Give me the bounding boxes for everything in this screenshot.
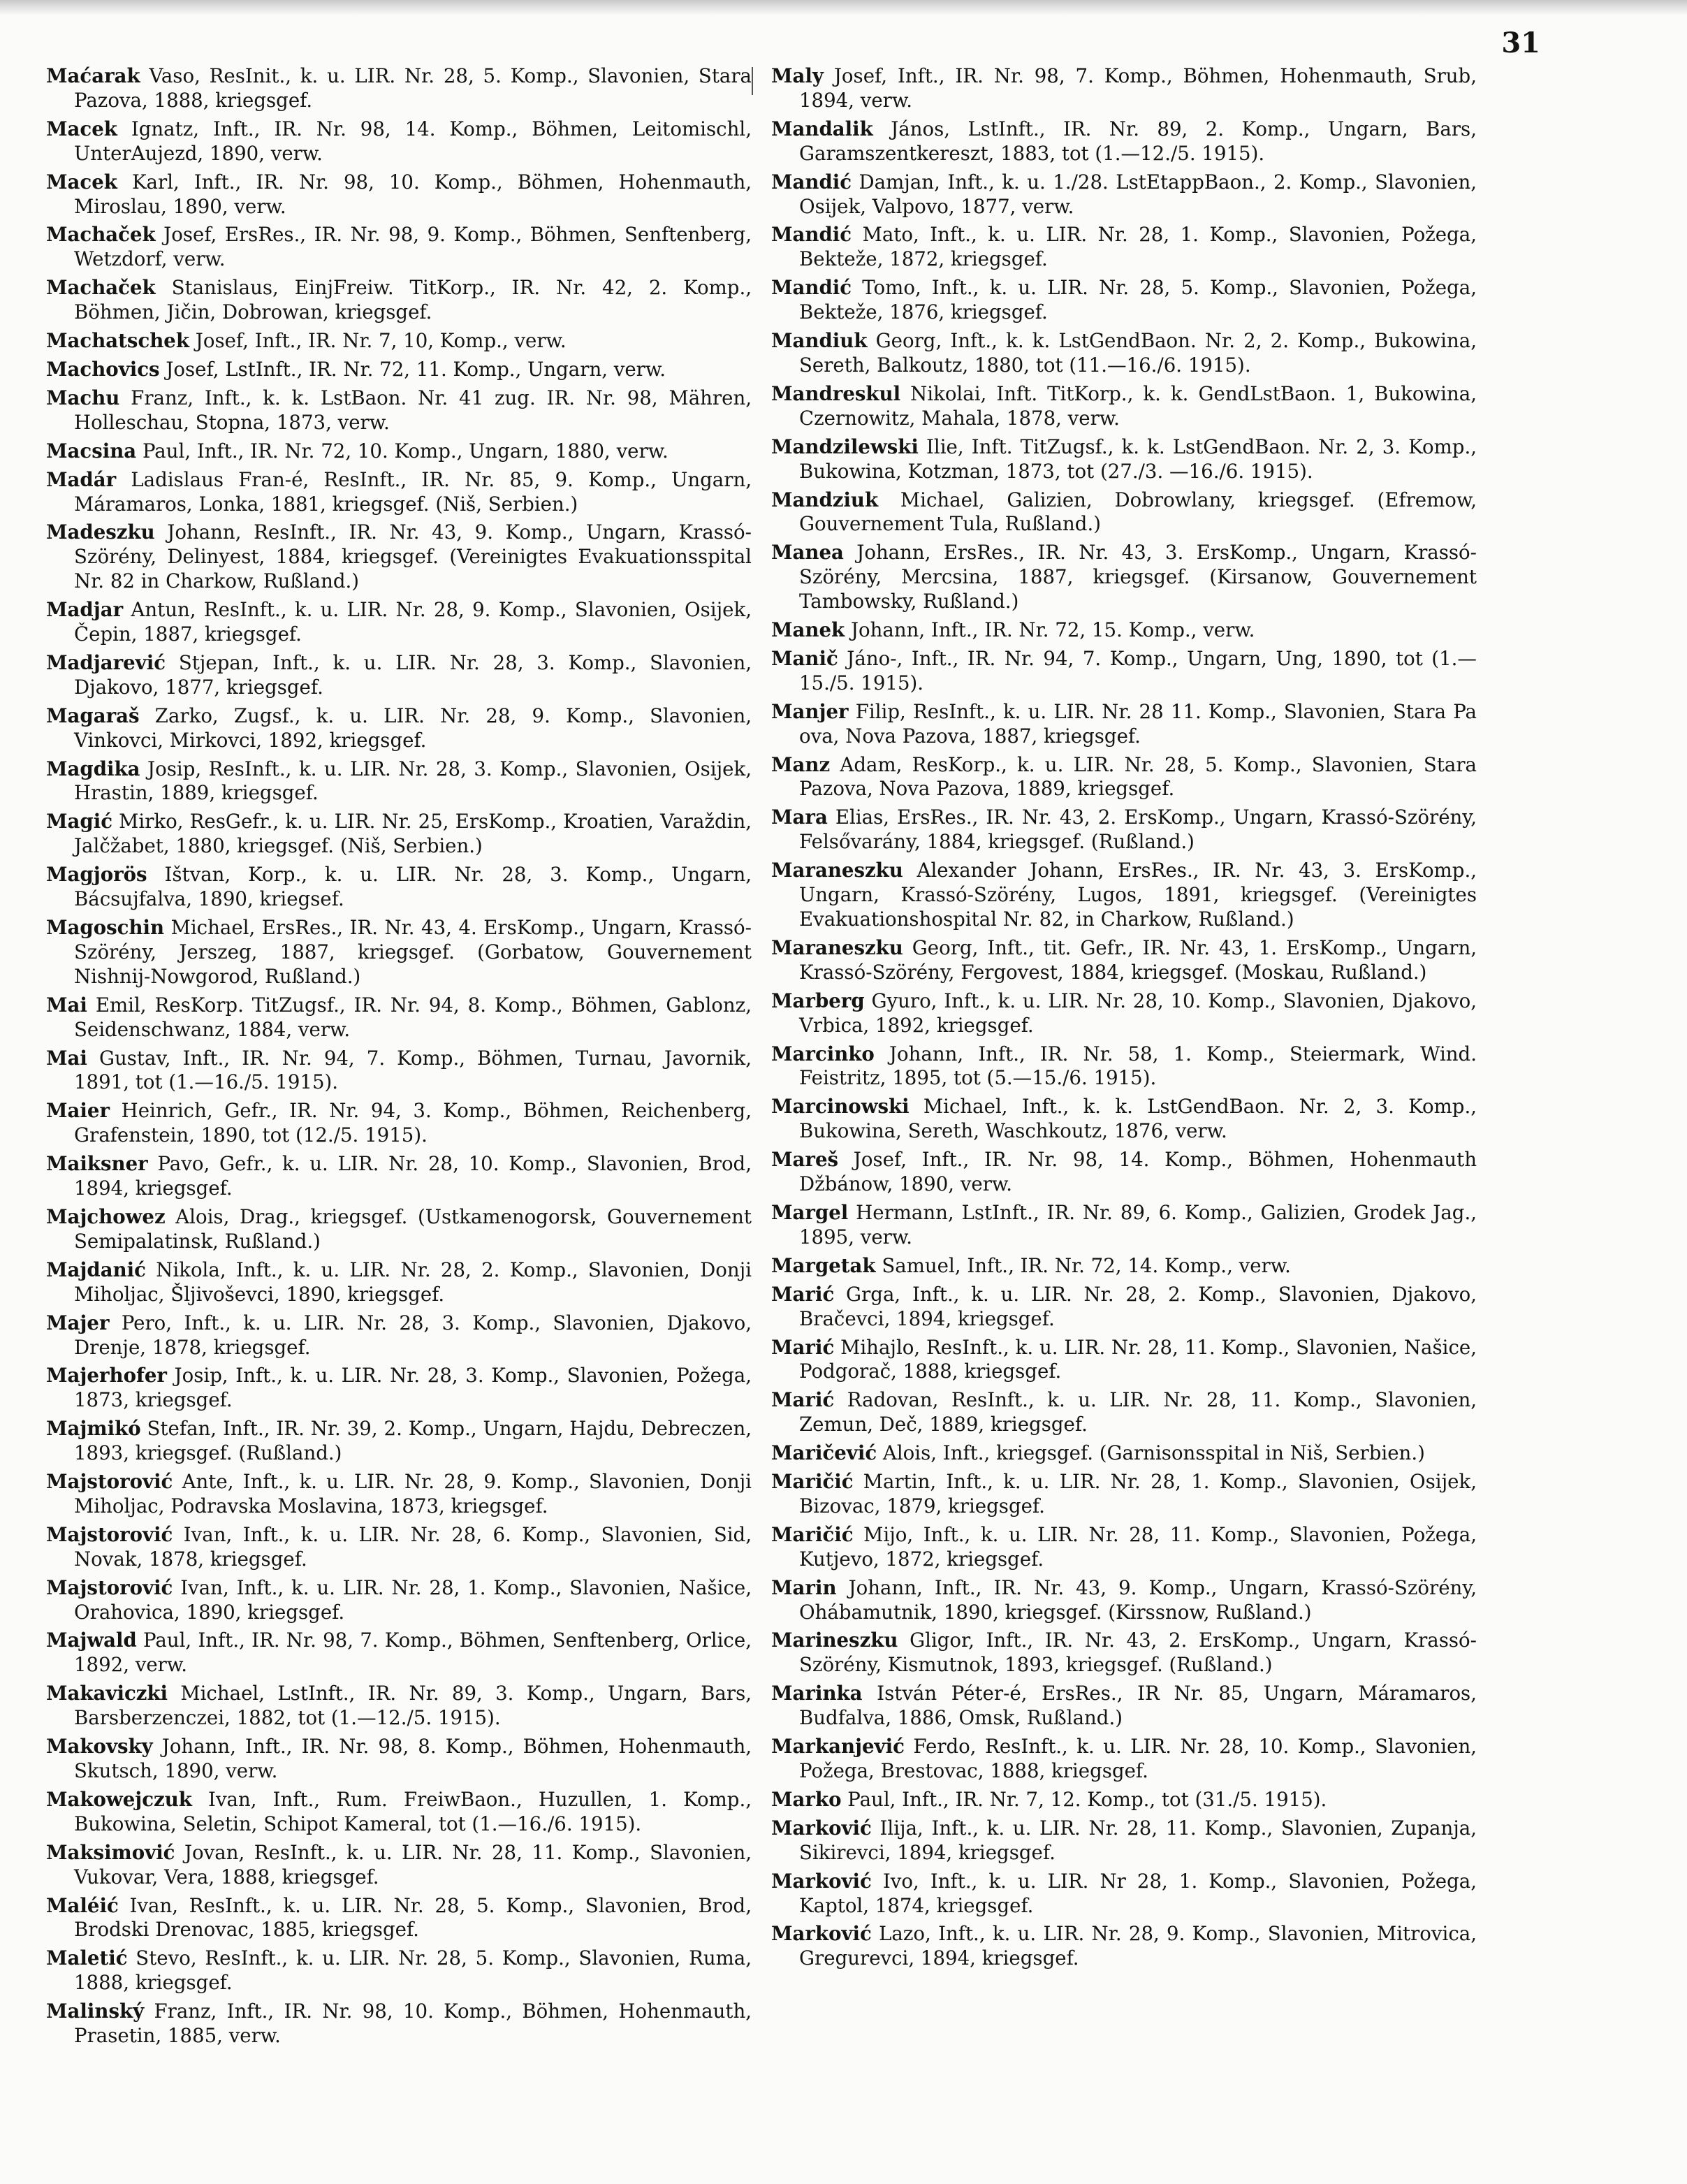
entry-surname: Manz <box>771 752 831 776</box>
entry-surname: Manea <box>771 541 844 565</box>
entry-details: Samuel, Inft., IR. Nr. 72, 14. Komp., verw. <box>875 1253 1291 1277</box>
entry-surname: Magić <box>46 810 113 833</box>
entry-surname: Manič <box>771 646 838 670</box>
entry-surname: Marineszku <box>771 1629 898 1652</box>
casualty-entry <box>46 757 752 806</box>
entry-surname: Mai <box>46 1046 87 1070</box>
entry-details: Nikola, Inft., k. u. LIR. Nr. 28, 2. Komp., Slavonien, Donji Miholjac, Šljivoševci, 1890, kriegsgef. <box>74 1258 752 1306</box>
page-number: 31 <box>1501 27 1540 59</box>
casualty-entry <box>771 1788 1477 1812</box>
entry-surname: Magjorös <box>46 863 147 887</box>
entry-details: Josip, Inft., k. u. LIR. Nr. 28, 3. Komp., Slavonien, Požega, 1873, kriegsgef. <box>74 1364 752 1412</box>
column-divider <box>752 67 753 95</box>
entry-surname: Maričević <box>771 1441 877 1465</box>
entry-details: Emil, ResKorp. TitZugsf., IR. Nr. 94, 8. Komp., Böhmen, Gablonz, Seidenschwanz, 1884, verw. <box>74 993 752 1041</box>
entry-surname: Makaviczki <box>46 1682 168 1705</box>
entry-details: Pavo, Gefr., k. u. LIR. Nr. 28, 10. Komp., Slavonien, Brod, 1894, kriegsgef. <box>74 1152 752 1200</box>
entry-details: Josef, LstInft., IR. Nr. 72, 11. Komp., Ungarn, verw. <box>159 357 666 381</box>
casualty-entry <box>771 1336 1477 1385</box>
entry-details: Jáno-, Inft., IR. Nr. 94, 7. Komp., Ungarn, Ung, 1890, tot (1.—15./5. 1915). <box>799 646 1477 694</box>
casualty-entry <box>46 1946 752 1995</box>
entry-surname: Madeszku <box>46 520 155 544</box>
entry-surname: Marić <box>771 1282 835 1306</box>
casualty-entry <box>771 1254 1477 1279</box>
casualty-entry <box>771 989 1477 1038</box>
casualty-entry <box>771 1817 1477 1865</box>
casualty-entry <box>46 1311 752 1360</box>
entry-details: Johann, Inft., IR. Nr. 43, 9. Komp., Ungarn, Krassó-Szörény, Ohábamutnik, 1890, kriegsgef. (Kirssnow, Rußland.) <box>799 1575 1477 1624</box>
entry-surname: Madár <box>46 467 117 491</box>
entry-surname: Marko <box>771 1787 842 1811</box>
casualty-entry <box>771 1735 1477 1784</box>
entry-details: Ivo, Inft., k. u. LIR. Nr 28, 1. Komp., Slavonien, Požega, Kaptol, 1874, kriegsgef. <box>799 1869 1477 1917</box>
entry-surname: Markanjević <box>771 1735 905 1759</box>
casualty-entry <box>771 1523 1477 1572</box>
entry-surname: Marin <box>771 1575 837 1599</box>
entry-details: Josip, ResInft., k. u. LIR. Nr. 28, 3. Komp., Slavonien, Osijek, Hrastin, 1889, kriegsgef. <box>74 757 752 805</box>
entry-surname: Marković <box>771 1869 872 1893</box>
entry-details: Michael, LstInft., IR. Nr. 89, 3. Komp., Ungarn, Bars, Barsberzenczei, 1882, tot (1.—12./5. 1915). <box>74 1682 752 1730</box>
casualty-entry <box>46 439 752 464</box>
entry-surname: Maričić <box>771 1522 854 1546</box>
entry-surname: Marinka <box>771 1682 863 1705</box>
entry-surname: Mandić <box>771 170 852 194</box>
entry-details: Tomo, Inft., k. u. LIR. Nr. 28, 5. Komp., Slavonien, Požega, Bekteže, 1876, kriegsgef. <box>799 276 1477 324</box>
casualty-entry <box>771 276 1477 325</box>
entry-details: Gustav, Inft., IR. Nr. 94, 7. Komp., Böhmen, Turnau, Javornik, 1891, tot (1.—16./5. 1915). <box>74 1046 752 1094</box>
casualty-entry <box>46 1470 752 1519</box>
casualty-entry <box>771 1148 1477 1197</box>
entry-details: Paul, Inft., IR. Nr. 7, 12. Komp., tot (31./5. 1915). <box>841 1787 1327 1811</box>
entry-details: Adam, ResKorp., k. u. LIR. Nr. 28, 5. Komp., Slavonien, Stara Pazova, Nova Pazova, 1889, kriegsgef. <box>799 752 1477 801</box>
casualty-entry <box>771 1388 1477 1437</box>
entry-details: Alois, Inft., kriegsgef. (Garnisonsspital in Niš, Serbien.) <box>877 1441 1425 1465</box>
entry-surname: Margel <box>771 1200 849 1224</box>
casualty-entry <box>46 170 752 219</box>
casualty-entry <box>46 1629 752 1677</box>
casualty-entry <box>771 1576 1477 1625</box>
casualty-entry <box>771 382 1477 431</box>
entry-surname: Manjer <box>771 699 849 723</box>
entry-details: Johann, Inft., IR. Nr. 72, 15. Komp., verw. <box>845 618 1255 642</box>
entry-surname: Majwald <box>46 1629 137 1652</box>
entry-surname: Makovsky <box>46 1735 153 1759</box>
entry-surname: Machatschek <box>46 329 189 353</box>
entry-details: Stevo, ResInft., k. u. LIR. Nr. 28, 5. Komp., Slavonien, Ruma, 1888, kriegsgef. <box>74 1946 752 1995</box>
entry-details: Ivan, ResInft., k. u. LIR. Nr. 28, 5. Komp., Slavonien, Brod, Brodski Drenovac, 1885, kriegsgef. <box>74 1893 752 1942</box>
entry-surname: Macek <box>46 117 117 140</box>
entry-surname: Majer <box>46 1311 110 1334</box>
entry-details: Gligor, Inft., IR. Nr. 43, 2. ErsKomp., Ungarn, Krassó-Szörény, Kismutnok, 1893, kriegsgef. (Rußland.) <box>799 1629 1477 1677</box>
casualty-entry <box>46 916 752 989</box>
entry-surname: Marić <box>771 1335 835 1359</box>
entry-details: Jovan, ResInft., k. u. LIR. Nr. 28, 11. Komp., Slavonien, Vukovar, Vera, 1888, kriegsgef. <box>74 1840 752 1888</box>
casualty-entry <box>46 520 752 594</box>
entry-details: Michael, ErsRes., IR. Nr. 43, 4. ErsKomp., Ungarn, Krassó-Szörény, Jerszeg, 1887, kriegsgef. (Gorbatow, Gouvernement Nishnij-Nowgorod, Rußland.) <box>74 916 752 988</box>
entry-details: Johann, ResInft., IR. Nr. 43, 9. Komp., Ungarn, Krassó-Szörény, Delinyest, 1884, kriegsgef. (Vereinigtes Evakuationsspital Nr. 82 in Charkow, Rußland.) <box>74 520 752 593</box>
entry-surname: Maćarak <box>46 64 140 87</box>
entry-surname: Margetak <box>771 1253 876 1277</box>
casualty-entry <box>46 1894 752 1943</box>
entry-details: Ilie, Inft. TitZugsf., k. k. LstGendBaon. Nr. 2, 3. Komp., Bukowina, Kotzman, 1873, tot (27./3. —16./6. 1915). <box>799 435 1477 483</box>
entry-details: Alois, Drag., kriegsgef. (Ustkamenogorsk, Gouvernement Semipalatinsk, Rußland.) <box>74 1204 752 1253</box>
entry-surname: Maričić <box>771 1470 854 1494</box>
right-column <box>771 64 1477 1975</box>
casualty-entry <box>771 753 1477 802</box>
entry-surname: Maraneszku <box>771 859 903 882</box>
entry-surname: Marić <box>771 1388 835 1412</box>
entry-details: Ištvan, Korp., k. u. LIR. Nr. 28, 3. Komp., Ungarn, Bácsujfalva, 1890, kriegsef. <box>74 863 752 911</box>
entry-details: Georg, Inft., k. k. LstGendBaon. Nr. 2, 2. Komp., Bukowina, Sereth, Balkoutz, 1880, tot (11.—16./6. 1915). <box>799 329 1477 377</box>
entry-details: Nikolai, Inft. TitKorp., k. k. GendLstBaon. 1, Bukowina, Czernowitz, Mahala, 1878, verw. <box>799 381 1477 430</box>
entry-surname: Marković <box>771 1816 872 1840</box>
casualty-entry <box>46 1047 752 1095</box>
casualty-entry <box>46 117 752 166</box>
entry-surname: Mandiuk <box>771 329 868 353</box>
casualty-entry <box>46 358 752 382</box>
entry-surname: Maly <box>771 64 824 87</box>
entry-details: Ilija, Inft., k. u. LIR. Nr. 28, 11. Komp., Slavonien, Zupanja, Sikirevci, 1894, kriegsgef. <box>799 1816 1477 1864</box>
entry-surname: Mandreskul <box>771 381 901 405</box>
casualty-entry <box>771 647 1477 696</box>
entry-details: Georg, Inft., tit. Gefr., IR. Nr. 43, 1. ErsKomp., Ungarn, Krassó-Szörény, Fergovest, 1884, kriegsgef. (Moskau, Rußland.) <box>799 936 1477 984</box>
entry-details: Radovan, ResInft., k. u. LIR. Nr. 28, 11. Komp., Slavonien, Zemun, Deč, 1889, kriegsgef. <box>799 1388 1477 1436</box>
casualty-entry <box>46 223 752 272</box>
entry-surname: Machovics <box>46 357 160 381</box>
entry-surname: Mara <box>771 806 828 829</box>
entry-details: Vaso, ResInit., k. u. LIR. Nr. 28, 5. Komp., Slavonien, Stara Pazova, 1888, kriegsgef. <box>74 64 752 112</box>
entry-details: Michael, Inft., k. k. LstGendBaon. Nr. 2, 3. Komp., Bukowina, Sereth, Waschkoutz, 1876, verw. <box>799 1095 1477 1143</box>
entry-surname: Mandziuk <box>771 488 879 511</box>
entry-details: Josef, Inft., IR. Nr. 98, 7. Komp., Böhmen, Hohenmauth, Srub, 1894, verw. <box>799 64 1477 112</box>
entry-surname: Maier <box>46 1099 110 1123</box>
entry-details: Heinrich, Gefr., IR. Nr. 94, 3. Komp., Böhmen, Reichenberg, Grafenstein, 1890, tot (12./5. 1915). <box>74 1099 752 1147</box>
entry-surname: Macek <box>46 170 117 194</box>
casualty-entry <box>46 64 752 113</box>
entry-surname: Magaraš <box>46 704 140 727</box>
entry-details: Mato, Inft., k. u. LIR. Nr. 28, 1. Komp., Slavonien, Požega, Bekteže, 1872, kriegsgef. <box>799 223 1477 271</box>
entry-details: Ivan, Inft., Rum. FreiwBaon., Huzullen, 1. Komp., Bukowina, Seletin, Schipot Kameral, tot (1.—16./6. 1915). <box>74 1787 752 1835</box>
entry-surname: Maiksner <box>46 1152 148 1176</box>
casualty-entry <box>771 329 1477 378</box>
casualty-entry <box>771 488 1477 537</box>
entry-surname: Madjarević <box>46 650 166 674</box>
entry-surname: Maléić <box>46 1893 119 1917</box>
casualty-entry <box>46 1205 752 1254</box>
entry-surname: Manek <box>771 618 845 642</box>
entry-surname: Majstorović <box>46 1470 173 1494</box>
entry-surname: Mandalik <box>771 117 873 140</box>
casualty-entry <box>771 64 1477 113</box>
entry-details: Hermann, LstInft., IR. Nr. 89, 6. Komp., Galizien, Grodek Jag., 1895, verw. <box>799 1200 1477 1248</box>
entry-surname: Machu <box>46 386 120 409</box>
casualty-entry <box>771 936 1477 985</box>
entry-surname: Mandić <box>771 223 852 247</box>
casualty-entry <box>771 618 1477 643</box>
entry-details: Alexander Johann, ErsRes., IR. Nr. 43, 3. ErsKomp., Ungarn, Krassó-Szörény, Lugos, 1891, kriegsgef. (Vereinigtes Evakuationshospital Nr. 82, in Charkow, Rußland.) <box>799 859 1477 931</box>
casualty-entry <box>46 1682 752 1731</box>
entry-surname: Mandzilewski <box>771 435 919 458</box>
casualty-entry <box>771 1922 1477 1971</box>
casualty-entry <box>771 1470 1477 1519</box>
casualty-entry <box>771 1283 1477 1332</box>
casualty-entry <box>46 1417 752 1466</box>
entry-surname: Marcinko <box>771 1042 875 1065</box>
casualty-entry <box>46 276 752 325</box>
casualty-entry <box>46 863 752 912</box>
entry-surname: Mandić <box>771 276 852 300</box>
entry-surname: Magoschin <box>46 916 165 939</box>
entry-surname: Maksimović <box>46 1840 175 1864</box>
entry-details: Stjepan, Inft., k. u. LIR. Nr. 28, 3. Komp., Slavonien, Djakovo, 1877, kriegsgef. <box>74 650 752 699</box>
entry-details: Johann, ErsRes., IR. Nr. 43, 3. ErsKomp., Ungarn, Krassó-Szörény, Mercsina, 1887, kriegsgef. (Kirsanow, Gouvernement Tambowsky, Rußland.) <box>799 541 1477 613</box>
entry-details: Paul, Inft., IR. Nr. 98, 7. Komp., Böhmen, Senftenberg, Orlice, 1892, verw. <box>74 1629 752 1677</box>
casualty-entry <box>46 1576 752 1625</box>
casualty-entry <box>46 704 752 753</box>
entry-details: Ladislaus Fran-é, ResInft., IR. Nr. 85, 9. Komp., Ungarn, Máramaros, Lonka, 1881, kriegsgef. (Niš, Serbien.) <box>74 467 752 516</box>
entry-details: Elias, ErsRes., IR. Nr. 43, 2. ErsKomp., Ungarn, Krassó-Szörény, Felsővarány, 1884, kriegsgef. (Rußland.) <box>799 806 1477 854</box>
entry-surname: Machaček <box>46 223 156 247</box>
casualty-entry <box>46 810 752 859</box>
entry-details: János, LstInft., IR. Nr. 89, 2. Komp., Ungarn, Bars, Garamszentkereszt, 1883, tot (1.—12./5. 1915). <box>799 117 1477 165</box>
entry-surname: Maraneszku <box>771 936 903 959</box>
entry-surname: Madjar <box>46 598 124 622</box>
casualty-entry <box>46 329 752 354</box>
casualty-entry <box>771 1682 1477 1731</box>
casualty-entry <box>46 1099 752 1148</box>
entry-details: Ferdo, ResInft., k. u. LIR. Nr. 28, 10. Komp., Slavonien, Požega, Brestovac, 1888, kriegsgef. <box>799 1735 1477 1782</box>
entry-details: Ivan, Inft., k. u. LIR. Nr. 28, 6. Komp., Slavonien, Sid, Novak, 1878, kriegsgef. <box>74 1522 752 1571</box>
casualty-entry <box>771 1201 1477 1250</box>
casualty-entry <box>46 651 752 700</box>
casualty-entry <box>771 1629 1477 1677</box>
casualty-entry <box>46 1258 752 1307</box>
left-column <box>46 64 752 2053</box>
casualty-entry <box>771 1042 1477 1091</box>
entry-details: Filip, ResInft., k. u. LIR. Nr. 28 11. Komp., Slavonien, Stara Pa ova, Nova Pazova, 1887, kriegsgef. <box>799 699 1477 748</box>
entry-details: Josef, Inft., IR. Nr. 98, 14. Komp., Böhmen, Hohenmauth Džbánow, 1890, verw. <box>799 1148 1477 1196</box>
entry-details: Johann, Inft., IR. Nr. 58, 1. Komp., Steiermark, Wind. Feistritz, 1895, tot (5.—15./6. 1915). <box>799 1042 1477 1090</box>
entry-details: Antun, ResInft., k. u. LIR. Nr. 28, 9. Komp., Slavonien, Osijek, Čepin, 1887, kriegsgef. <box>74 598 752 646</box>
entry-details: Martin, Inft., k. u. LIR. Nr. 28, 1. Komp., Slavonien, Osijek, Bizovac, 1879, kriegsgef. <box>799 1470 1477 1517</box>
casualty-entry <box>46 2000 752 2048</box>
entry-details: Ignatz, Inft., IR. Nr. 98, 14. Komp., Böhmen, Leitomischl, UnterAujezd, 1890, verw. <box>74 117 752 165</box>
entry-surname: Magdika <box>46 757 140 780</box>
casualty-entry <box>46 1523 752 1572</box>
entry-details: Ante, Inft., k. u. LIR. Nr. 28, 9. Komp., Slavonien, Donji Miholjac, Podravska Moslavina, 1873, kriegsgef. <box>74 1470 752 1517</box>
scan-edge <box>0 0 1687 15</box>
entry-details: Ivan, Inft., k. u. LIR. Nr. 28, 1. Komp., Slavonien, Našice, Orahovica, 1890, kriegsgef. <box>74 1575 752 1624</box>
entry-details: Mirko, ResGefr., k. u. LIR. Nr. 25, ErsKomp., Kroatien, Varaždin, Jalčžabet, 1880, kriegsgef. (Niš, Serbien.) <box>74 810 752 858</box>
casualty-entry <box>771 1095 1477 1144</box>
entry-surname: Majmikó <box>46 1417 141 1441</box>
casualty-entry <box>771 806 1477 854</box>
entry-surname: Marberg <box>771 989 865 1012</box>
entry-surname: Mai <box>46 993 87 1017</box>
entry-surname: Majstorović <box>46 1522 173 1546</box>
entry-details: Grga, Inft., k. u. LIR. Nr. 28, 2. Komp., Slavonien, Djakovo, Bračevci, 1894, kriegsgef. <box>799 1282 1477 1330</box>
entry-details: Stefan, Inft., IR. Nr. 39, 2. Komp., Ungarn, Hajdu, Debreczen, 1893, kriegsgef. (Rußland.) <box>74 1417 752 1465</box>
entry-surname: Majstorović <box>46 1575 173 1599</box>
entry-surname: Majdanić <box>46 1258 146 1281</box>
entry-details: Mijo, Inft., k. u. LIR. Nr. 28, 11. Komp., Slavonien, Požega, Kutjevo, 1872, kriegsgef. <box>799 1522 1477 1571</box>
casualty-entry <box>46 1152 752 1201</box>
entry-surname: Mareš <box>771 1148 839 1172</box>
casualty-entry <box>46 1788 752 1837</box>
casualty-entry <box>771 117 1477 166</box>
casualty-entry <box>771 223 1477 272</box>
casualty-entry <box>771 435 1477 484</box>
entry-details: Stanislaus, EinjFreiw. TitKorp., IR. Nr. 42, 2. Komp., Böhmen, Jičin, Dobrowan, kriegsgef. <box>74 276 752 324</box>
entry-surname: Marković <box>771 1922 872 1946</box>
entry-details: Damjan, Inft., k. u. 1./28. LstEtappBaon., 2. Komp., Slavonien, Osijek, Valpovo, 1877, verw. <box>799 170 1477 218</box>
casualty-entry <box>46 993 752 1042</box>
casualty-entry <box>771 541 1477 614</box>
casualty-entry <box>46 1735 752 1784</box>
entry-details: Lazo, Inft., k. u. LIR. Nr. 28, 9. Komp., Slavonien, Mitrovica, Gregurevci, 1894, kriegsgef. <box>799 1922 1477 1970</box>
entry-details: Pero, Inft., k. u. LIR. Nr. 28, 3. Komp., Slavonien, Djakovo, Drenje, 1878, kriegsgef. <box>74 1311 752 1359</box>
casualty-entry <box>46 386 752 435</box>
casualty-entry <box>46 468 752 517</box>
casualty-entry <box>771 1870 1477 1919</box>
entry-surname: Malinský <box>46 2000 145 2023</box>
entry-details: Karl, Inft., IR. Nr. 98, 10. Komp., Böhmen, Hohenmauth, Miroslau, 1890, verw. <box>74 170 752 218</box>
entry-details: Franz, Inft., IR. Nr. 98, 10. Komp., Böhmen, Hohenmauth, Prasetin, 1885, verw. <box>74 2000 752 2048</box>
entry-details: Zarko, Zugsf., k. u. LIR. Nr. 28, 9. Komp., Slavonien, Vinkovci, Mirkovci, 1892, kriegsgef. <box>74 704 752 752</box>
entry-details: Michael, Galizien, Dobrowlany, kriegsgef. (Efremow, Gouvernement Tula, Rußland.) <box>799 488 1477 536</box>
casualty-entry <box>771 700 1477 749</box>
entry-surname: Majerhofer <box>46 1364 167 1388</box>
casualty-entry <box>771 1441 1477 1466</box>
entry-details: Johann, Inft., IR. Nr. 98, 8. Komp., Böhmen, Hohenmauth, Skutsch, 1890, verw. <box>74 1735 752 1782</box>
entry-surname: Majchowez <box>46 1204 166 1228</box>
entry-details: Josef, Inft., IR. Nr. 7, 10, Komp., verw. <box>189 329 567 353</box>
entry-surname: Maletić <box>46 1946 128 1970</box>
casualty-entry <box>771 859 1477 932</box>
entry-surname: Makowejczuk <box>46 1787 192 1811</box>
entry-surname: Marcinowski <box>771 1095 910 1119</box>
entry-details: Paul, Inft., IR. Nr. 72, 10. Komp., Ungarn, 1880, verw. <box>136 439 669 463</box>
entry-details: István Péter-é, ErsRes., IR Nr. 85, Ungarn, Máramaros, Budfalva, 1886, Omsk, Rußland.) <box>799 1682 1477 1730</box>
entry-surname: Machaček <box>46 276 156 300</box>
entry-details: Mihajlo, ResInft., k. u. LIR. Nr. 28, 11. Komp., Slavonien, Našice, Podgorač, 1888, kriegsgef. <box>799 1335 1477 1383</box>
casualty-entry <box>46 1364 752 1413</box>
casualty-entry <box>46 598 752 647</box>
casualty-entry <box>771 170 1477 219</box>
casualty-entry <box>46 1841 752 1890</box>
entry-details: Josef, ErsRes., IR. Nr. 98, 9. Komp., Böhmen, Senftenberg, Wetzdorf, verw. <box>74 223 752 271</box>
entry-details: Franz, Inft., k. k. LstBaon. Nr. 41 zug. IR. Nr. 98, Mähren, Holleschau, Stopna, 1873, verw. <box>74 386 752 434</box>
entry-details: Gyuro, Inft., k. u. LIR. Nr. 28, 10. Komp., Slavonien, Djakovo, Vrbica, 1892, kriegsgef. <box>799 989 1477 1037</box>
entry-surname: Macsina <box>46 439 137 463</box>
